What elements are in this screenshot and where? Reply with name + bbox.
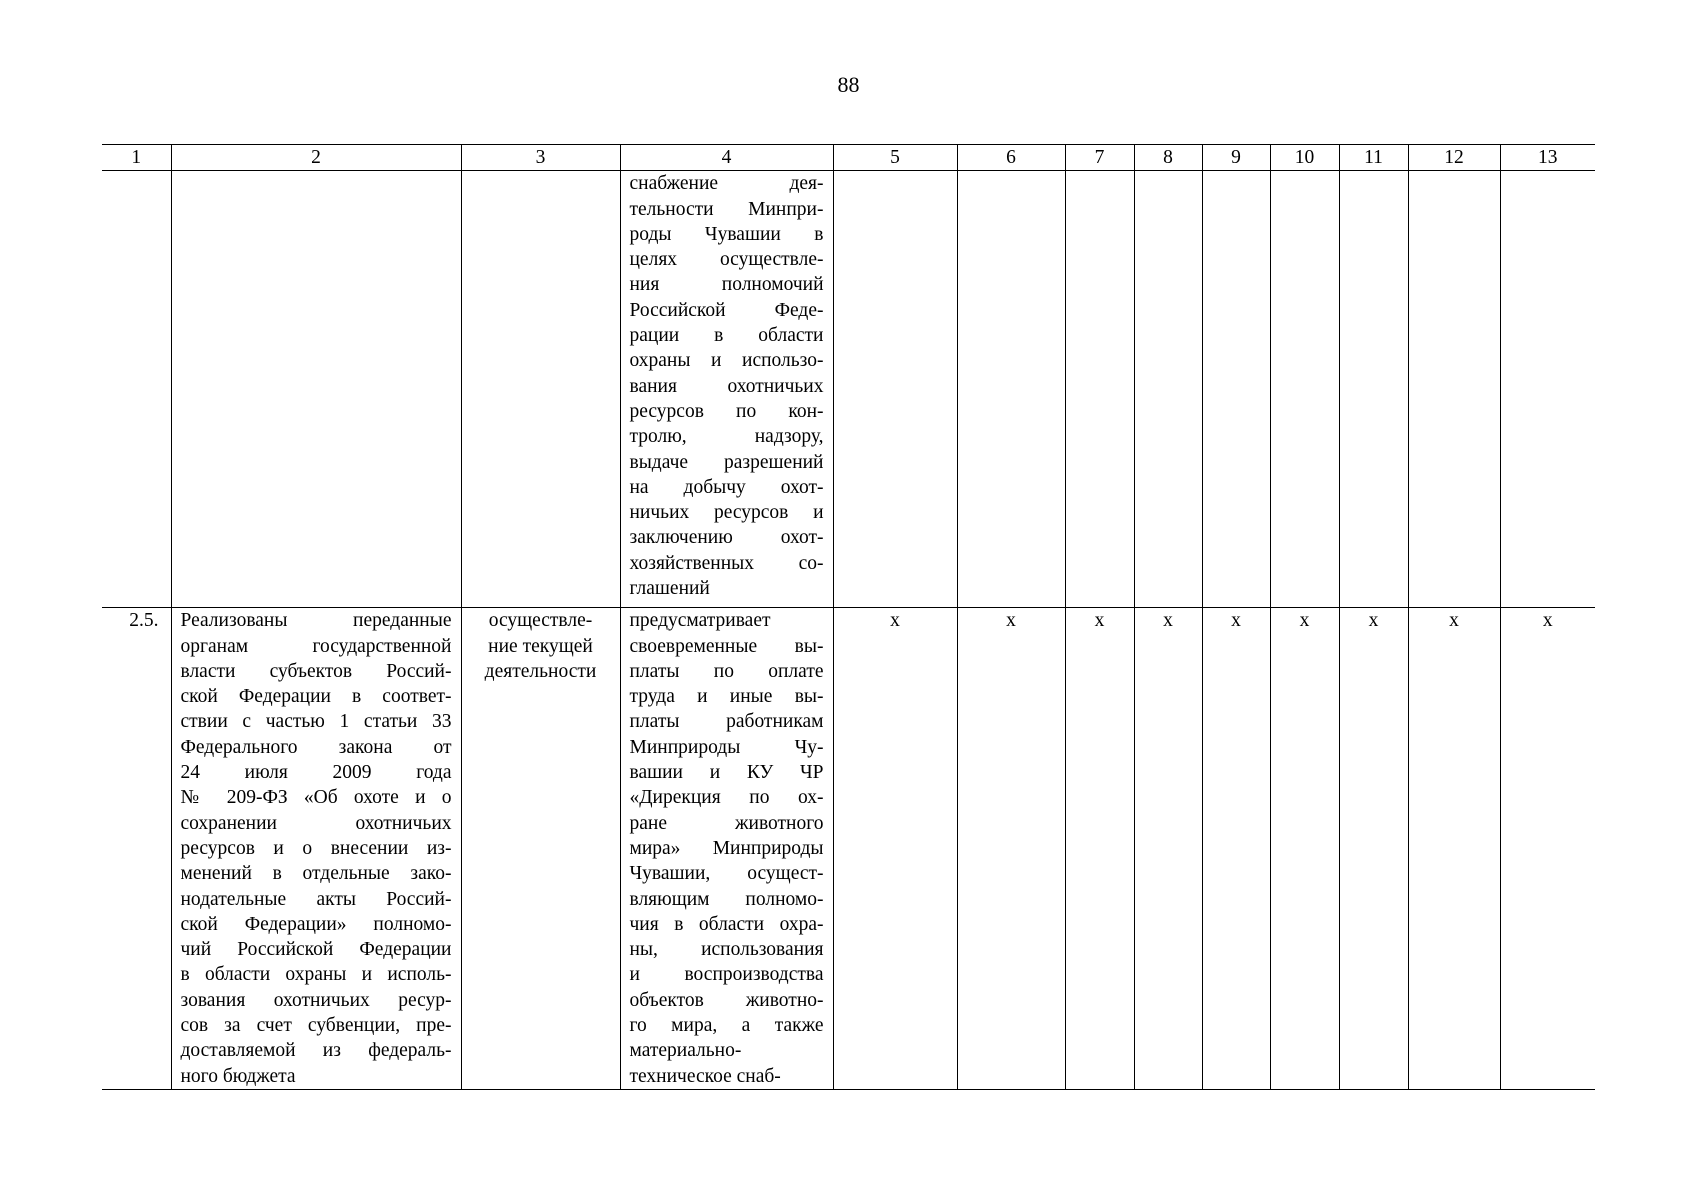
text-line: Федерального закона от [180,736,452,758]
header-cell: 5 [833,145,957,171]
text-line: вашии и КУ ЧР [629,762,824,784]
text-line: ресурсов и о внесении из- [180,837,452,859]
text-line: заключению охот- [629,527,824,549]
text-line: и воспроизводства [629,964,824,986]
column-number-header-row [102,145,1595,171]
text-line: чий Российской Федерации [180,939,452,961]
text-line: ской Федерации» полномо- [180,913,452,935]
table-cell [1339,171,1408,608]
table-cell [1202,171,1270,608]
text-line: своевременные вы- [629,635,824,657]
text-line: рации в области [629,325,824,347]
header-cell: 7 [1065,145,1134,171]
text-line: тельности Минпри- [629,198,824,220]
header-cell: 1 [102,145,171,171]
table-cell [102,171,171,608]
text-line: ране животного [629,812,824,834]
table-row-continuation [102,171,1595,608]
text-line: вляющим полномо- [629,888,824,910]
text-line: ресурсов по кон- [629,400,824,422]
value-cell: х [957,608,1065,1090]
table-cell [833,171,957,608]
text-line: го мира, а также [629,1015,824,1037]
text-line: хозяйственных со- [629,552,824,574]
task-description-cell [171,608,461,1090]
header-cell: 10 [1270,145,1339,171]
text-line: ничьих ресурсов и [629,502,824,524]
header-cell: 11 [1339,145,1408,171]
activity-type-cell [461,608,620,1090]
text-line: материально- [629,1040,742,1062]
row-number: 2.5. [102,608,171,1090]
text-line: 24 июля 2009 года [180,762,452,784]
header-cell: 4 [620,145,833,171]
text-line: ния полномочий [629,274,824,296]
value-cell: х [1202,608,1270,1090]
header-cell: 9 [1202,145,1270,171]
text-line: выдаче разрешений [629,451,824,473]
text-line: власти субъектов Россий- [180,660,452,682]
header-cell: 8 [1134,145,1202,171]
text-line: тролю, надзору, [629,426,824,448]
text-line: осуществле- [488,610,593,632]
text-line: ние текущей [488,635,593,657]
text-line: труда и иные вы- [629,686,824,708]
header-cell: 13 [1500,145,1595,171]
text-line: № 209-ФЗ «Об охоте и о [180,787,452,809]
value-cell: х [1134,608,1202,1090]
text-line: на добычу охот- [629,476,824,498]
text-line: ской Федерации в соответ- [180,686,452,708]
page-number: 88 [837,72,860,97]
text-line: ны, использования [629,939,824,961]
header-cell: 2 [171,145,461,171]
measure-description-cell [620,608,833,1090]
text-line: доставляемой из федераль- [180,1040,452,1062]
table-cell [1134,171,1202,608]
text-line: Чувашии, осущест- [629,863,824,885]
value-cell: х [1065,608,1134,1090]
text-line: Минприроды Чу- [629,736,824,758]
value-cell: х [1339,608,1408,1090]
text-line: нодательные акты Россий- [180,888,452,910]
table-cell [1500,171,1595,608]
table-row-2-5 [102,608,1595,1090]
value-cell: х [1270,608,1339,1090]
text-line: чия в области охра- [629,913,824,935]
text-line: техническое снаб- [629,1065,781,1087]
text-line: глашений [629,578,710,600]
table-cell [461,171,620,608]
value-cell: х [1500,608,1595,1090]
text-line: в области охраны и исполь- [180,964,452,986]
text-line: деятельности [484,660,597,682]
text-line: мира» Минприроды [629,837,824,859]
text-line: «Дирекция по ох- [629,787,824,809]
text-line: Реализованы переданные [180,610,452,632]
text-line: снабжение дея- [629,173,824,195]
table-cell [171,171,461,608]
text-line: целях осуществле- [629,249,824,271]
header-cell: 12 [1408,145,1500,171]
text-line: сохранении охотничьих [180,812,452,834]
table-cell [957,171,1065,608]
text-line: органам государственной [180,635,452,657]
text-line: менений в отдельные зако- [180,863,452,885]
text-line: ствии с частью 1 статьи 33 [180,711,452,733]
text-line: Российской Феде- [629,299,824,321]
table-cell [1065,171,1134,608]
text-line: охраны и использо- [629,350,824,372]
header-cell: 3 [461,145,620,171]
value-cell: х [833,608,957,1090]
text-line: зования охотничьих ресур- [180,989,452,1011]
text-line: предусматривает [629,610,771,632]
text-line: роды Чувашии в [629,223,824,245]
text-line: ного бюджета [180,1065,296,1087]
continuation-description-cell [620,171,833,608]
plan-table [102,144,1595,1090]
text-line: платы работникам [629,711,824,733]
value-cell: х [1408,608,1500,1090]
header-cell: 6 [957,145,1065,171]
text-line: платы по оплате [629,660,824,682]
text-line: вания охотничьих [629,375,824,397]
text-line: объектов животно- [629,989,824,1011]
text-line: сов за счет субвенции, пре- [180,1015,452,1037]
table-cell [1270,171,1339,608]
table-cell [1408,171,1500,608]
